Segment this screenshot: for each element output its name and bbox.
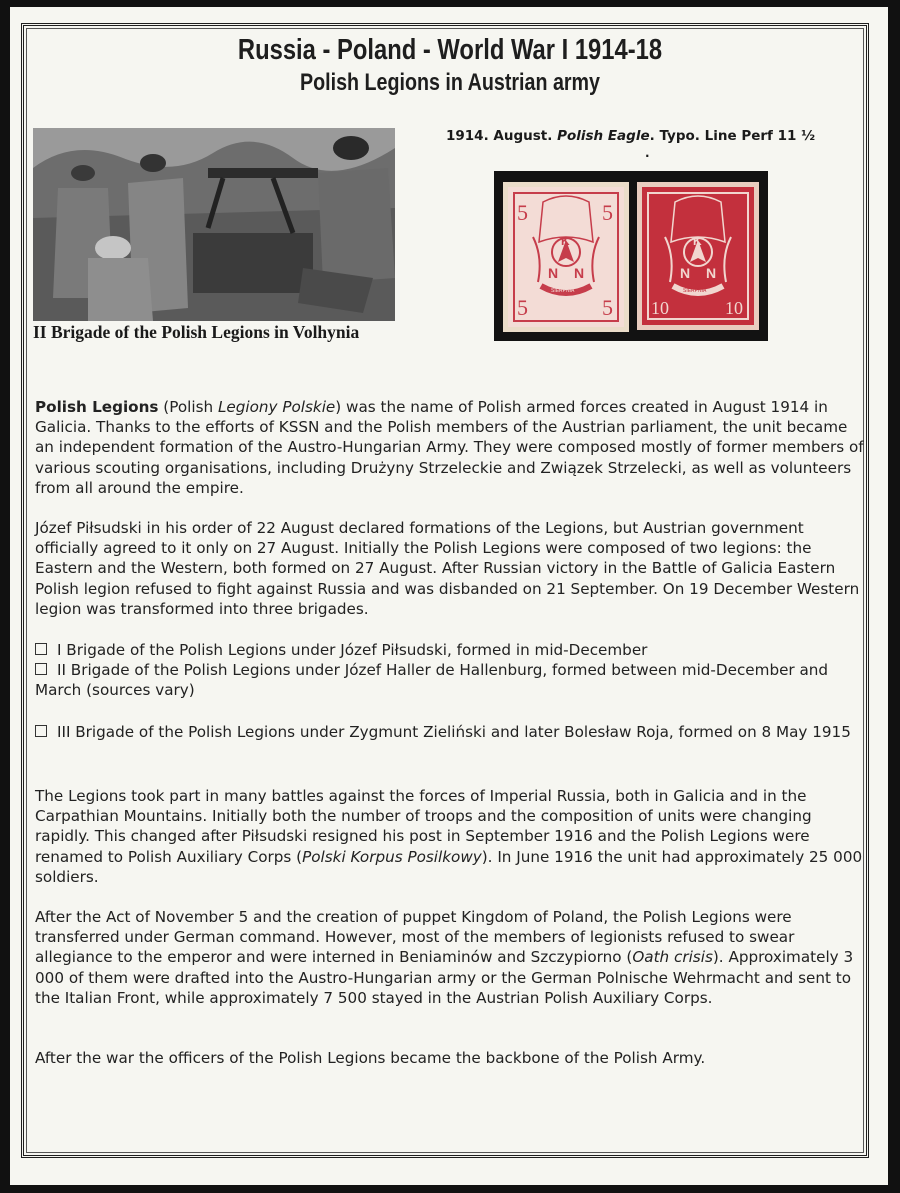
stamp-10-value-right: 10 [725,298,743,318]
stamp-5-value-tr: 5 [602,200,613,225]
p1-text-b: ) was the name of Polish armed forces created in August 1914 in Galicia. Thanks to the efforts of KSSN and the Polish members of the Austrian parliament, the unit became an independent formation of the Austro-Hungarian Army. They were composed mostly of former members of various scouting organisations, including Drużyny Strzeleckie and Związek Strzelecki, as well as volunteers from all around the empire. [35,398,864,497]
checkbox-icon [35,663,47,675]
term-polish-legions: Polish Legions [35,398,159,416]
paragraph-after-war: After the war the officers of the Polish Legions became the backbone of the Polish Army. [35,1049,706,1067]
stamp-5-value-bl: 5 [517,295,528,320]
paragraph-polish-legions [35,397,865,498]
brigade-item-2 [35,660,865,700]
photo-caption: II Brigade of the Polish Legions in Volhynia [33,322,360,342]
issue-name-text: Polish Eagle [557,128,650,144]
p1-text-a: (Polish [158,398,218,416]
p3-text-a: The Legions took part in many battles against the forces of Imperial Russia, both in Galicia and in the Carpathian Mountains. Initially both the number of troops and the composition of units were changing rapidly. This changed after Piłsudski resigned his post in September 1916 and the Polish Legions were renamed to Polish Auxiliary Corps ( [35,787,812,866]
paragraph-oath-crisis [35,907,865,1008]
stamp-mount [494,171,768,341]
p4-text-b: ). Approximately 3 000 of them were drafted into the Austro-Hungarian army or the German Polnische Wehrmacht and sent to the Italian Front, while approximately 7 500 stayed in the Austrian Polish Auxiliary Corps. [35,948,854,1007]
stamp-10-banner: SIERPNIA [683,288,707,294]
brigade-2-text: II Brigade of the Polish Legions under Józef Haller de Hallenburg, formed between mid-December and March (sources vary) [35,661,829,700]
stamp-5-value-br: 5 [602,295,613,320]
stray-dot: . [645,146,650,160]
checkbox-icon [35,643,47,655]
stamp-10 [637,182,759,330]
page-title: Russia - Poland - World War I 1914-18 [237,34,663,66]
svg-text:K: K [561,234,570,248]
stamp-5-banner: SIERPNIA [551,288,575,294]
page-subtitle: Polish Legions in Austrian army [299,69,600,96]
svg-text:N: N [680,265,691,281]
p3-text-b: ). In June 1916 the unit had approximately 25 000 soldiers. [35,847,863,886]
issue-details-text: . Typo. Line Perf 11 ½ [649,128,816,144]
stamp-10-value-left: 10 [651,298,669,318]
p4-text-a: After the Act of November 5 and the creation of puppet Kingdom of Poland, the Polish Legions were transferred under German command. However, most of the members of legionists refused to swear allegiance to the emperor and were interned in Beniaminów and Szczypiorno ( [35,908,795,967]
brigade-1-text: I Brigade of the Polish Legions under Józef Piłsudski, formed in mid-December [57,641,648,659]
checkbox-icon [35,725,47,737]
p3-italic: Polski Korpus Posilkowy [302,847,482,866]
paragraph-battles [35,786,865,887]
p4-italic: Oath crisis [632,948,713,967]
stamp-issue-description [446,128,866,144]
historical-photo [33,128,395,321]
brigade-3-text: III Brigade of the Polish Legions under Zygmunt Zieliński and later Bolesław Roja, formed on 8 May 1915 [57,723,851,741]
p1-italic: Legiony Polskie [217,398,336,416]
paragraph-pilsudski-order: Józef Piłsudski in his order of 22 August declared formations of the Legions, but Austrian government officially agreed to it only on 27 August. Initially the Polish Legions were composed of two legions: the Eastern and the Western, both formed on 27 August. After Russian victory in the Battle of Galicia Eastern Polish legion refused to fight against Russia and was disbanded on 21 September. On 19 December Western legion was transformed into three brigades. [35,519,860,618]
svg-text:N: N [574,265,585,281]
brigade-item-1 [35,640,865,660]
stamp-5-value-tl: 5 [517,200,528,225]
brigade-item-3 [35,722,865,742]
svg-text:N: N [548,265,559,281]
svg-text:K: K [693,234,702,248]
issue-date-text: 1914. August. [446,128,558,144]
stamp-5 [503,182,629,332]
svg-text:N: N [706,265,717,281]
